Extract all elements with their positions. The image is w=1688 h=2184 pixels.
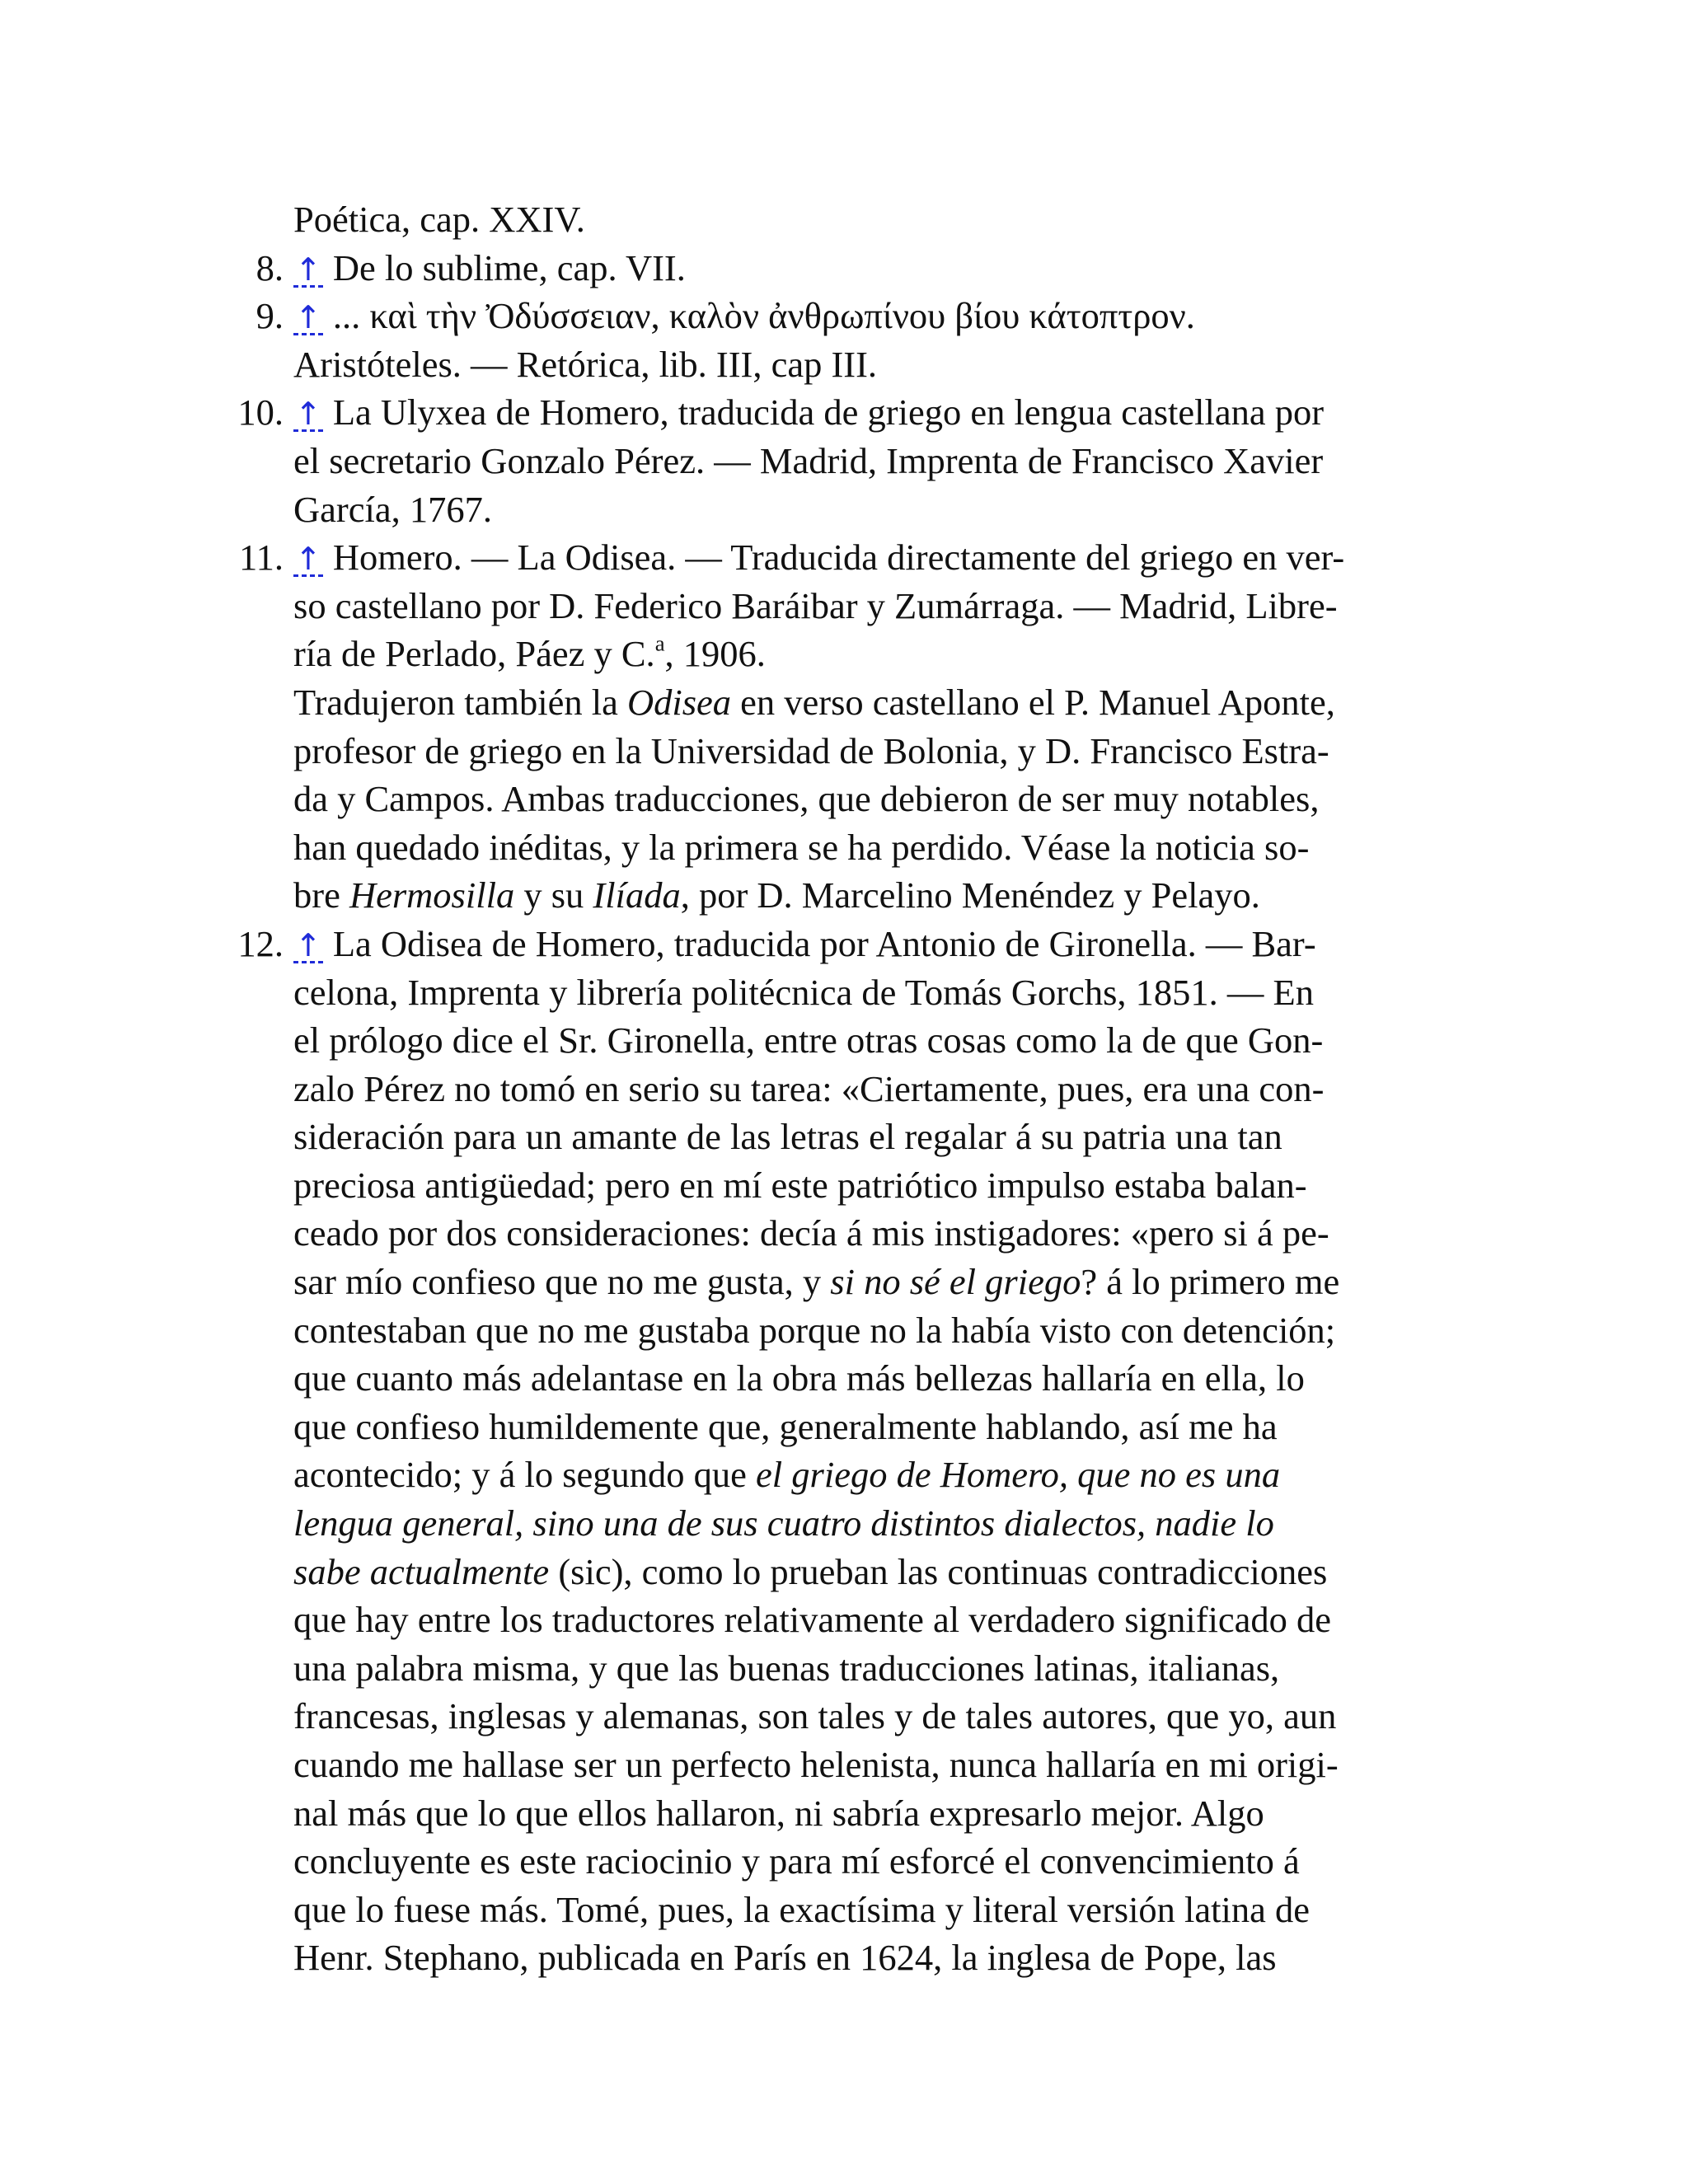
text-line (293, 1596, 1457, 1644)
text-line (293, 1789, 1457, 1838)
text-line (293, 437, 1457, 485)
text-run: Homero. — La Odisea. — Traducida directamente del griego en ver- (332, 537, 1345, 579)
text-run: ? á lo primero me (1081, 1261, 1340, 1303)
text-line (293, 1065, 1457, 1113)
text-run: francesas, inglesas y alemanas, son tales y de tales autores, que yo, aun (293, 1695, 1337, 1737)
text-line (293, 823, 1457, 872)
text-line (293, 920, 1457, 968)
text-run: La Ulyxea de Homero, traducida de griego en lengua castellana por (332, 391, 1325, 434)
text-line (293, 1692, 1457, 1741)
text-run: celona, Imprenta y librería politécnica de Tomás Gorchs, 1851. — En (293, 971, 1314, 1013)
footnote-item (221, 195, 1457, 244)
text-run: Aristóteles. — Retórica, lib. III, cap III. (293, 343, 878, 385)
text-run: que lo fuese más. Tomé, pues, la exactísima y literal versión latina de (293, 1888, 1311, 1930)
text-run: García, 1767. (293, 488, 492, 530)
text-run: nal más que lo que ellos hallaron, ni sabría expresarlo mejor. Algo (293, 1792, 1264, 1834)
text-run: preciosa antigüedad; pero en mí este patriótico impulso estaba balan- (293, 1164, 1307, 1206)
footnotes-list (221, 195, 1457, 1982)
text-run: zalo Pérez no tomó en serio su tarea: «Ciertamente, pues, era una con- (293, 1067, 1325, 1109)
text-run: so castellano por D. Federico Baráibar y Zumárraga. — Madrid, Libre- (293, 584, 1338, 626)
text-run: el secretario Gonzalo Pérez. — Madrid, Imprenta de Francisco Xavier (293, 439, 1324, 481)
text-run: Poética, cap. XXIV. (293, 199, 585, 240)
italic-text: si no sé el griego (830, 1261, 1081, 1303)
text-run: ría de Perlado, Páez y C. (293, 633, 655, 675)
text-run: La Odisea de Homero, traducida por Antonio de Gironella. — Bar- (332, 922, 1316, 964)
backlink-arrow-icon[interactable]: ↑ (295, 251, 321, 288)
footnote-number: 10. (237, 391, 284, 434)
text-line (293, 1451, 1457, 1499)
text-line (293, 533, 1457, 582)
text-line (293, 1258, 1457, 1306)
text-line (293, 678, 1457, 727)
footnote-number: 11. (239, 537, 284, 579)
text-line (293, 1161, 1457, 1210)
text-run: sideración para un amante de las letras el regalar á su patria una tan (293, 1116, 1282, 1158)
text-run: una palabra misma, y que las buenas traducciones latinas, italianas, (293, 1647, 1280, 1689)
text-run: cuando me hallase ser un perfecto helenista, nunca hallaría en mi origi- (293, 1744, 1339, 1785)
text-run: sar mío confieso que no me gusta, y (293, 1261, 831, 1303)
text-run: el prólogo dice el Sr. Gironella, entre otras cosas como la de que Gon- (293, 1019, 1324, 1062)
text-line (293, 292, 1457, 340)
text-run: acontecido; y á lo segundo que (293, 1454, 757, 1496)
text-run: (sic), como lo prueban las continuas contradicciones (549, 1550, 1328, 1592)
footnote-item (221, 920, 1457, 1982)
text-line (293, 1644, 1457, 1693)
text-run: da y Campos. Ambas traducciones, que debieron de ser muy notables, (293, 778, 1320, 820)
footnote-item (221, 292, 1457, 388)
text-line (293, 1886, 1457, 1934)
backlink-arrow-icon[interactable]: ↑ (295, 299, 321, 336)
text-run: que confieso humildemente que, generalmente hablando, así me ha (293, 1405, 1278, 1447)
text-run: que cuanto más adelantase en la obra más bellezas hallaría en ella, lo (293, 1357, 1305, 1399)
text-run: que hay entre los traductores relativamente al verdadero significado de (293, 1599, 1332, 1641)
text-line (293, 582, 1457, 630)
text-line (293, 1837, 1457, 1886)
text-line (293, 775, 1457, 823)
italic-text: sabe actualmente (293, 1550, 550, 1592)
text-run: concluyente es este raciocinio y para mí esforcé el convencimiento á (293, 1840, 1300, 1882)
text-line (293, 630, 1457, 678)
text-line (293, 1403, 1457, 1451)
footnote-item (221, 533, 1457, 920)
text-line (293, 244, 1457, 293)
text-line (293, 485, 1457, 534)
text-run: bre (293, 874, 349, 916)
footnote-item (221, 388, 1457, 533)
text-run: contestaban que no me gustaba porque no la había visto con detención; (293, 1309, 1336, 1351)
text-line (293, 388, 1457, 437)
superscript: a (654, 630, 665, 656)
text-run: y su (514, 874, 593, 916)
text-run: han quedado inéditas, y la primera se ha perdido. Véase la noticia so- (293, 826, 1310, 868)
text-line (293, 1741, 1457, 1789)
backlink-arrow-icon[interactable]: ↑ (295, 541, 321, 578)
text-line (293, 1499, 1457, 1548)
text-line (293, 1209, 1457, 1258)
footnote-number: 8. (256, 246, 284, 288)
text-line (293, 1306, 1457, 1355)
italic-text: Odisea (626, 681, 732, 723)
footnote-item (221, 244, 1457, 293)
text-run: Tradujeron también la (293, 681, 627, 723)
text-line (293, 1548, 1457, 1596)
text-line (293, 968, 1457, 1017)
backlink-arrow-icon[interactable]: ↑ (295, 396, 321, 433)
text-line (293, 727, 1457, 776)
text-run: en verso castellano el P. Manuel Aponte, (731, 681, 1335, 723)
text-run: De lo sublime, cap. VII. (332, 246, 686, 288)
italic-text: el griego de Homero, que no es una (756, 1454, 1281, 1496)
text-run: ... καὶ τὴν Ὀδύσσειαν, καλὸν ἀνθρωπίνου βίου κάτοπτρον. (332, 295, 1195, 337)
italic-text: Hermosilla (349, 874, 515, 916)
text-line (293, 340, 1457, 389)
text-run: , por D. Marcelino Menéndez y Pelayo. (680, 874, 1260, 916)
text-line (293, 1354, 1457, 1403)
footnote-number: 9. (256, 295, 284, 337)
italic-text: Ilíada (593, 874, 681, 916)
footnote-number: 12. (237, 922, 284, 964)
text-run: profesor de griego en la Universidad de Bolonia, y D. Francisco Estra- (293, 729, 1329, 771)
text-run: Henr. Stephano, publicada en París en 1624, la inglesa de Pope, las (293, 1937, 1277, 1979)
text-run: , 1906. (664, 633, 766, 675)
text-run: ceado por dos consideraciones: decía á mis instigadores: «pero si á pe- (293, 1212, 1329, 1254)
text-line (293, 195, 1457, 244)
text-line (293, 1016, 1457, 1065)
text-line (293, 1933, 1457, 1982)
backlink-arrow-icon[interactable]: ↑ (295, 926, 321, 963)
italic-text: lengua general, sino una de sus cuatro distintos dialectos, nadie lo (293, 1502, 1274, 1544)
text-line (293, 871, 1457, 920)
text-line (293, 1113, 1457, 1161)
